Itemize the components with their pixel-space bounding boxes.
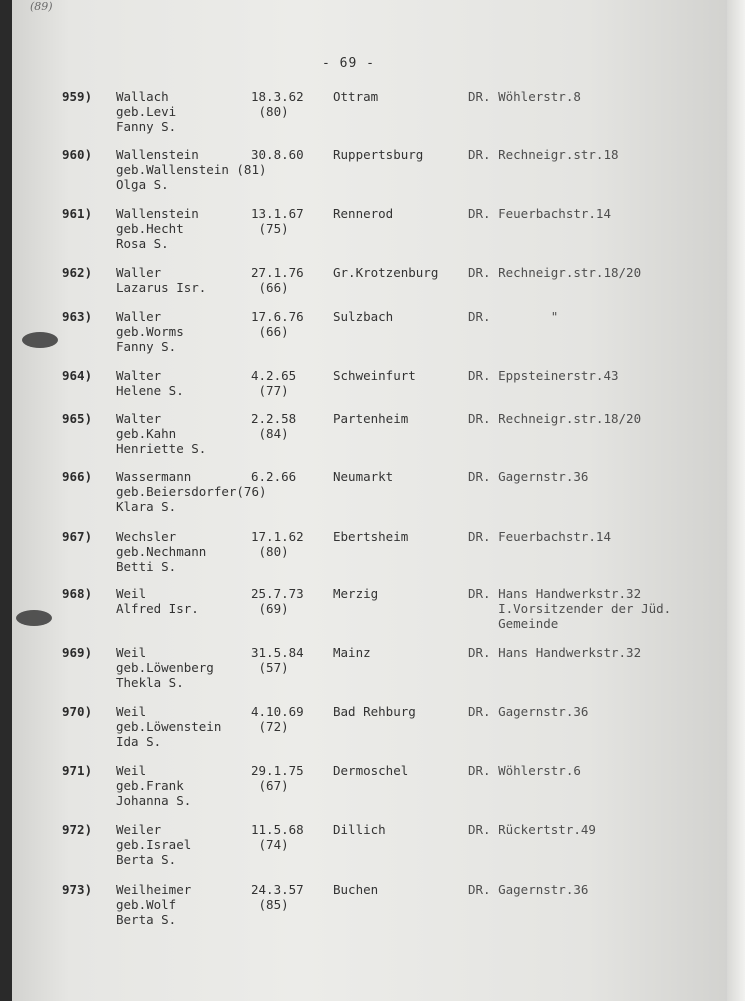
entry-birthplace: Buchen — [333, 882, 379, 897]
entry-number: 960) — [62, 147, 93, 162]
entry-number: 964) — [62, 368, 93, 383]
list-item — [0, 822, 745, 882]
entry-name: Wechsler geb.Nechmann Betti S. — [116, 529, 207, 574]
entry-address: DR. Rückertstr.49 — [468, 822, 596, 837]
entry-birthdate: 17.1.62 (80) — [251, 529, 304, 559]
entry-birthplace: Dermoschel — [333, 763, 409, 778]
list-item — [0, 704, 745, 764]
entry-name: Weil geb.Frank Johanna S. — [116, 763, 192, 808]
entry-number: 962) — [62, 265, 93, 280]
entry-address: DR. Wöhlerstr.8 — [468, 89, 581, 104]
entry-name: Wassermann geb.Beiersdorfer(76) Klara S. — [116, 469, 267, 514]
list-item — [0, 309, 745, 369]
entry-birthplace: Sulzbach — [333, 309, 394, 324]
entry-address: DR. Gagernstr.36 — [468, 469, 589, 484]
entry-number: 968) — [62, 586, 93, 601]
entry-address: DR. Rechneigr.str.18 — [468, 147, 619, 162]
entry-birthdate: 27.1.76 (66) — [251, 265, 304, 295]
entry-address: DR. Feuerbachstr.14 — [468, 529, 611, 544]
entry-name: Weil Alfred Isr. — [116, 586, 199, 616]
entry-birthdate: 6.2.66 — [251, 469, 297, 484]
entry-birthdate: 31.5.84 (57) — [251, 645, 304, 675]
entry-birthplace: Neumarkt — [333, 469, 394, 484]
entry-address: DR. Hans Handwerkstr.32 I.Vorsitzender der Jüd. Gemeinde — [468, 586, 672, 631]
entry-name: Weil geb.Löwenberg Thekla S. — [116, 645, 214, 690]
entry-number: 972) — [62, 822, 93, 837]
list-item — [0, 411, 745, 471]
entry-name: Weiler geb.Israel Berta S. — [116, 822, 192, 867]
entry-number: 963) — [62, 309, 93, 324]
entry-birthplace: Partenheim — [333, 411, 409, 426]
entry-address: DR. Rechneigr.str.18/20 — [468, 411, 642, 426]
entry-name: Wallenstein geb.Wallenstein (81) Olga S. — [116, 147, 267, 192]
list-item — [0, 89, 745, 149]
entry-address: DR. Eppsteinerstr.43 — [468, 368, 619, 383]
entry-name: Walter Helene S. — [116, 368, 184, 398]
entry-number: 961) — [62, 206, 93, 221]
entry-name: Wallenstein geb.Hecht Rosa S. — [116, 206, 199, 251]
entry-birthplace: Mainz — [333, 645, 371, 660]
entry-birthdate: 17.6.76 (66) — [251, 309, 304, 339]
entry-birthdate: 24.3.57 (85) — [251, 882, 304, 912]
entry-number: 969) — [62, 645, 93, 660]
list-item — [0, 147, 745, 207]
entry-number: 966) — [62, 469, 93, 484]
list-item — [0, 763, 745, 823]
list-item — [0, 645, 745, 705]
list-item — [0, 882, 745, 942]
page-number: - 69 - — [322, 56, 375, 71]
entry-birthplace: Gr.Krotzenburg — [333, 265, 439, 280]
entry-birthdate: 13.1.67 (75) — [251, 206, 304, 236]
entry-address: DR. Gagernstr.36 — [468, 704, 589, 719]
entry-birthplace: Schweinfurt — [333, 368, 416, 383]
entry-birthplace: Rennerod — [333, 206, 394, 221]
entry-address: DR. Gagernstr.36 — [468, 882, 589, 897]
entry-birthplace: Ottram — [333, 89, 379, 104]
entry-number: 970) — [62, 704, 93, 719]
entry-name: Weilheimer geb.Wolf Berta S. — [116, 882, 192, 927]
entry-name: Waller geb.Worms Fanny S. — [116, 309, 184, 354]
entry-name: Waller Lazarus Isr. — [116, 265, 207, 295]
entry-name: Wallach geb.Levi Fanny S. — [116, 89, 177, 134]
entry-birthdate: 4.2.65 (77) — [251, 368, 297, 398]
corner-mark: (89) — [30, 0, 53, 13]
entry-address: DR. Hans Handwerkstr.32 — [468, 645, 642, 660]
entry-name: Weil geb.Löwenstein Ida S. — [116, 704, 222, 749]
entry-number: 967) — [62, 529, 93, 544]
list-item — [0, 469, 745, 529]
entry-birthplace: Dillich — [333, 822, 386, 837]
entry-number: 971) — [62, 763, 93, 778]
entry-address: DR. Rechneigr.str.18/20 — [468, 265, 642, 280]
list-item — [0, 206, 745, 266]
entry-birthplace: Merzig — [333, 586, 379, 601]
entry-number: 959) — [62, 89, 93, 104]
list-item — [0, 529, 745, 589]
entry-birthplace: Ebertsheim — [333, 529, 409, 544]
entry-address: DR. Feuerbachstr.14 — [468, 206, 611, 221]
entry-number: 973) — [62, 882, 93, 897]
entry-number: 965) — [62, 411, 93, 426]
entry-birthdate: 30.8.60 — [251, 147, 304, 162]
entry-birthdate: 29.1.75 (67) — [251, 763, 304, 793]
entry-birthdate: 2.2.58 (84) — [251, 411, 297, 441]
entry-birthplace: Bad Rehburg — [333, 704, 416, 719]
entry-birthplace: Ruppertsburg — [333, 147, 424, 162]
entry-birthdate: 11.5.68 (74) — [251, 822, 304, 852]
entry-address: DR. Wöhlerstr.6 — [468, 763, 581, 778]
list-item — [0, 586, 745, 646]
entry-birthdate: 4.10.69 (72) — [251, 704, 304, 734]
entry-birthdate: 25.7.73 (69) — [251, 586, 304, 616]
entry-birthdate: 18.3.62 (80) — [251, 89, 304, 119]
entry-address: DR. " — [468, 309, 559, 324]
entry-name: Walter geb.Kahn Henriette S. — [116, 411, 207, 456]
